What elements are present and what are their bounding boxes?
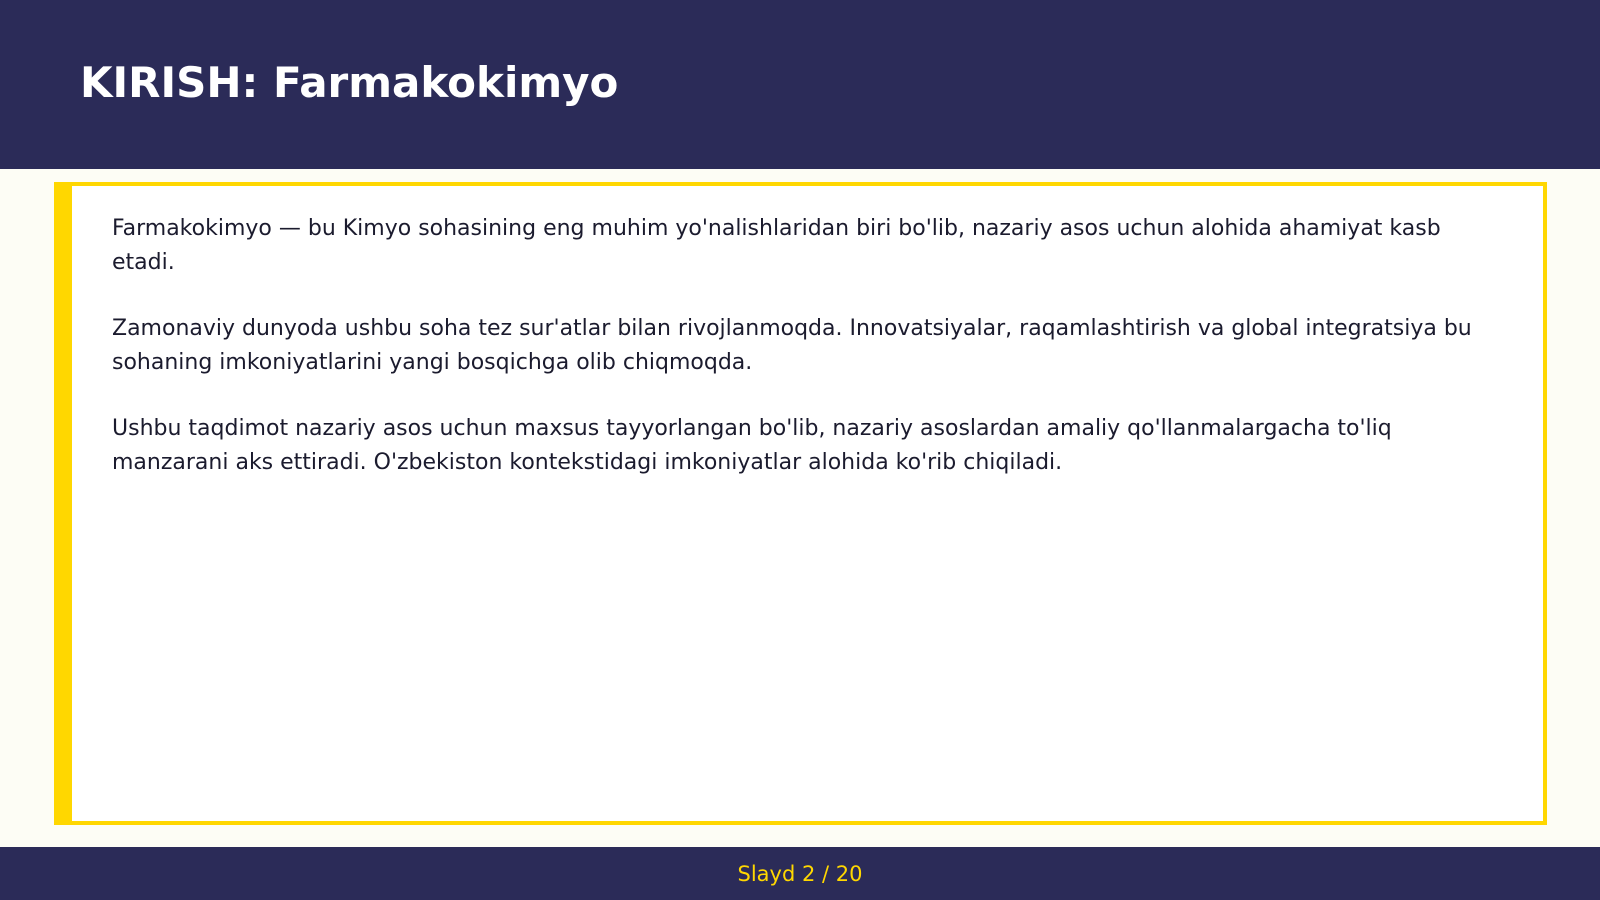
slide-header [0,0,1600,169]
paragraph-presentation-overview: Ushbu taqdimot nazariy asos uchun maxsus tayyorlangan bo'lib, nazariy asoslardan amaliy qo'llanmalargacha to'liq manzarani aks ettiradi. O'zbekiston kontekstidagi imkoniyatlar alohida ko'rib chiqiladi. [112,416,1392,475]
paragraph-modern-world: Zamonaviy dunyoda ushbu soha tez sur'atlar bilan rivojlanmoqda. Innovatsiyalar, raqamlashtirish va global integratsiya bu sohaning imkoniyatlarini yangi bosqichga olib chiqmoqda. [112,316,1472,375]
content-body [112,212,1502,512]
slide-counter: Slayd 2 / 20 [737,862,863,886]
paragraph-intro: Farmakokimyo — bu Kimyo sohasining eng muhim yo'nalishlaridan biri bo'lib, nazariy asos uchun alohida ahamiyat kasb etadi. [112,216,1441,275]
slide-title: KIRISH: Farmakokimyo [80,58,619,107]
slide-footer [0,847,1600,900]
